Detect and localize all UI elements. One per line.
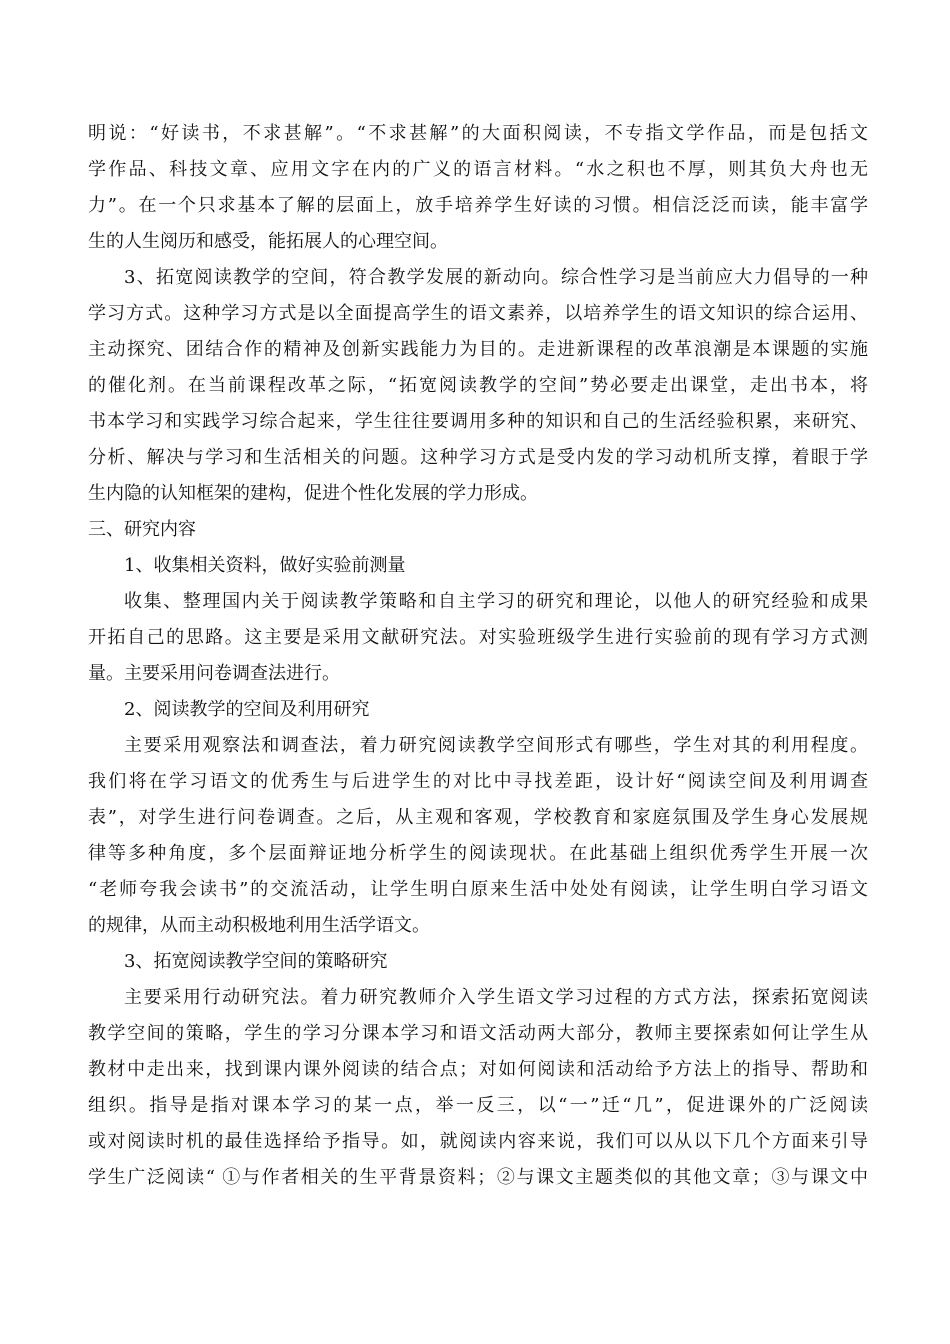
text-line: 生内隐的认知框架的建构，促进个性化发展的学力形成。 [88,483,538,504]
text-line: 表”，对学生进行问卷调查。之后，从主观和客观，学校教育和家庭氛围及学生身心发展规 [88,807,868,828]
text-line: 教学空间的策略，学生的学习分课本学习和语文活动两大部分，教师主要探索如何让学生从 [88,1023,868,1044]
text-line: 书本学习和实践学习综合起来，学生往往要调用多种的知识和自己的生活经验积累，来研究、 [88,411,868,432]
text-line: 的催化剂。在当前课程改革之际，“拓宽阅读教学的空间”势必要走出课堂，走出书本，将 [88,375,868,396]
text-line: 教材中走出来，找到课内课外阅读的结合点；对如何阅读和活动给予方法上的指导、帮助和 [88,1059,868,1080]
text-line: 3、拓宽阅读教学的空间，符合教学发展的新动向。综合性学习是当前应大力倡导的一种 [124,267,868,288]
subsection-heading: 1、收集相关资料，做好实验前测量 [124,555,406,576]
section-heading: 三、研究内容 [88,519,196,540]
text-line: 或对阅读时机的最佳选择给予指导。如，就阅读内容来说，我们可以从以下几个方面来引导 [88,1131,868,1152]
subsection-heading: 3、拓宽阅读教学空间的策略研究 [124,951,388,972]
text-line: 收集、整理国内关于阅读教学策略和自主学习的研究和理论，以他人的研究经验和成果 [124,591,868,612]
text-line: 学习方式。这种学习方式是以全面提高学生的语文素养，以培养学生的语文知识的综合运用、 [88,303,868,324]
text-line: 律等多种角度，多个层面辩证地分析学生的阅读现状。在此基础上组织优秀学生开展一次 [88,843,868,864]
text-line: 量。主要采用问卷调查法进行。 [88,663,340,684]
text-line: 开拓自己的思路。这主要是采用文献研究法。对实验班级学生进行实验前的现有学习方式测 [88,627,868,648]
text-line: 主要采用观察法和调查法，着力研究阅读教学空间形式有哪些，学生对其的利用程度。 [124,735,868,756]
text-line: 主要采用行动研究法。着力研究教师介入学生语文学习过程的方式方法，探索拓宽阅读 [124,987,868,1008]
text-line: 组织。指导是指对课本学习的某一点，举一反三，以“一”迁“几”，促进课外的广泛阅读 [88,1095,868,1116]
text-line: “老师夸我会读书”的交流活动，让学生明白原来生活中处处有阅读，让学生明白学习语文 [88,879,868,900]
text-line: 学生广泛阅读“ ①与作者相关的生平背景资料；②与课文主题类似的其他文章；③与课文中 [88,1167,868,1188]
text-line: 力”。在一个只求基本了解的层面上，放手培养学生好读的习惯。相信泛泛而读，能丰富学 [88,195,868,216]
text-line: 的规律，从而主动积极地利用生活学语文。 [88,915,430,936]
text-line: 分析、解决与学习和生活相关的问题。这种学习方式是受内发的学习动机所支撑，着眼于学 [88,447,868,468]
text-line: 主动探究、团结合作的精神及创新实践能力为目的。走进新课程的改革浪潮是本课题的实施 [88,339,868,360]
text-line: 学作品、科技文章、应用文字在内的广义的语言材料。“水之积也不厚，则其负大舟也无 [88,159,868,180]
text-line: 生的人生阅历和感受，能拓展人的心理空间。 [88,231,448,252]
subsection-heading: 2、阅读教学的空间及利用研究 [124,699,370,720]
text-line: 明说：“好读书，不求甚解”。“不求甚解”的大面积阅读，不专指文学作品，而是包括文 [88,123,868,144]
text-line: 我们将在学习语文的优秀生与后进学生的对比中寻找差距，设计好“阅读空间及利用调查 [88,771,868,792]
